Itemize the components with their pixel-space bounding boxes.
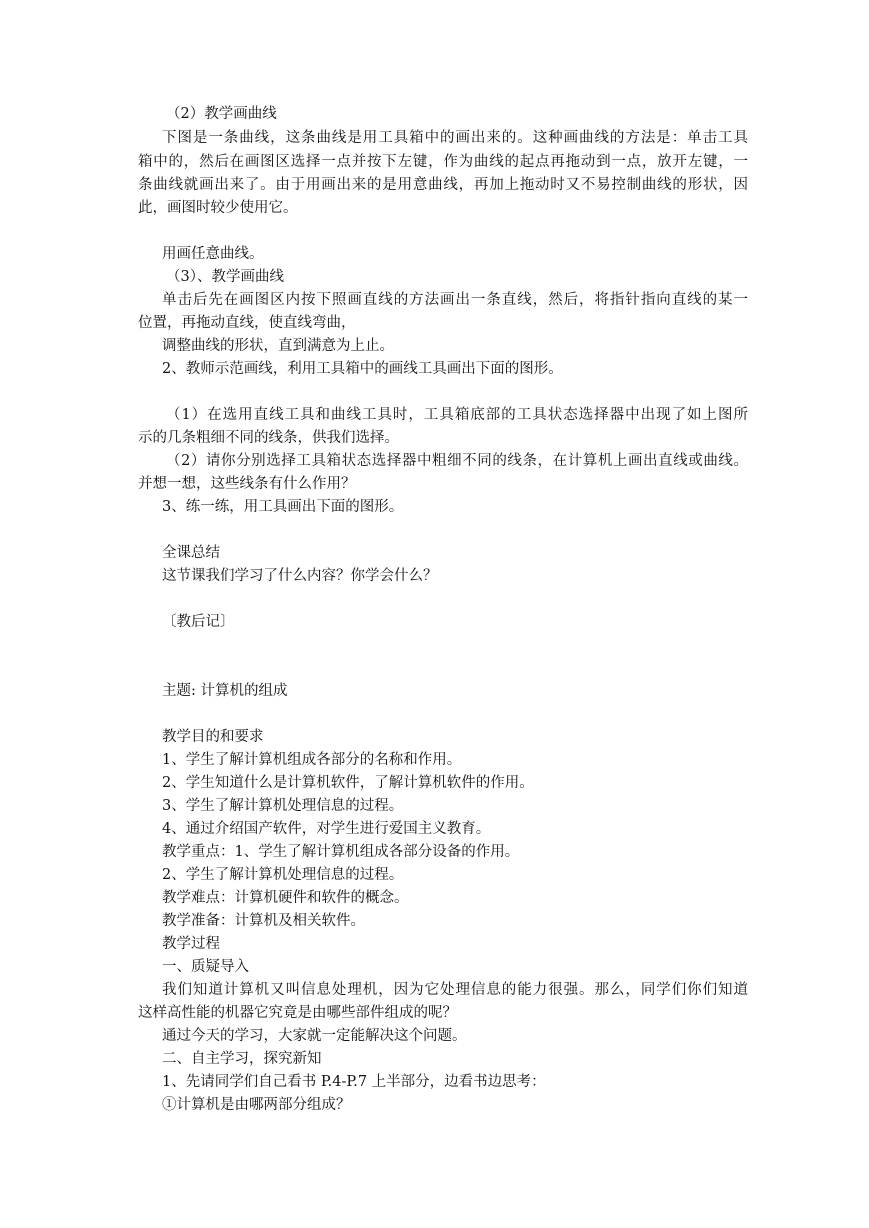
- text-line: 示的几条粗细不同的线条，供我们选择。: [138, 430, 399, 446]
- text-line: 下图是一条曲线，这条曲线是用工具箱中的画出来的。这种画曲线的方法是：单击工具: [162, 130, 748, 146]
- text-line: 通过今天的学习，大家就一定能解决这个问题。: [162, 1028, 467, 1044]
- text-line: 4、通过介绍国产软件，对学生进行爱国主义教育。: [162, 821, 491, 837]
- text-line: 教学过程: [162, 936, 220, 952]
- text-line: 此，画图时较少使用它。: [138, 200, 298, 216]
- text-line: 这样高性能的机器它究竟是由哪些部件组成的呢？: [138, 1005, 457, 1021]
- text-line: 单击后先在画图区内按下照画直线的方法画出一条直线，然后，将指针指向直线的某一: [162, 292, 748, 308]
- text-line: 2、学生了解计算机处理信息的过程。: [162, 867, 404, 883]
- text-line: 这节课我们学习了什么内容？你学会什么？: [162, 568, 438, 584]
- text-line: （1）在选用直线工具和曲线工具时，工具箱底部的工具状态选择器中出现了如上图所: [166, 407, 748, 423]
- text-line: 全课总结: [162, 545, 220, 561]
- text-line: 箱中的，然后在画图区选择一点并按下左键，作为曲线的起点再拖动到一点，放开左键，一: [138, 154, 748, 170]
- text-line: ①计算机是由哪两部分组成？: [162, 1097, 351, 1113]
- text-line: 1、先请同学们自己看书 P.4-P.7 上半部分，边看书边思考：: [162, 1074, 546, 1090]
- text-line: 1、学生了解计算机组成各部分的名称和作用。: [162, 752, 462, 768]
- text-line: 教学目的和要求: [162, 729, 264, 745]
- text-line: 位置，再拖动直线，使直线弯曲，: [138, 315, 356, 331]
- text-line: 〔教后记〕: [162, 614, 235, 630]
- section-title: 主题: 计算机的组成: [162, 683, 288, 699]
- text-line: 2、学生知道什么是计算机软件，了解计算机软件的作用。: [162, 775, 534, 791]
- text-line: 3、学生了解计算机处理信息的过程。: [162, 798, 404, 814]
- text-line: 调整曲线的形状，直到满意为上止。: [162, 338, 394, 354]
- text-line: 教学难点：计算机硬件和软件的概念。: [162, 890, 409, 906]
- text-line: 用画任意曲线。: [162, 246, 264, 262]
- text-line: 二、自主学习，探究新知: [162, 1051, 322, 1067]
- text-line: （3）、教学画曲线: [166, 269, 284, 285]
- text-line: 2、教师示范画线，利用工具箱中的画线工具画出下面的图形。: [162, 361, 563, 377]
- text-line: 并想一想，这些线条有什么作用？: [138, 476, 356, 492]
- text-line: 教学重点：1、学生了解计算机组成各部分设备的作用。: [162, 844, 520, 860]
- text-line: （2）请你分别选择工具箱状态选择器中粗细不同的线条，在计算机上画出直线或曲线。: [166, 453, 748, 469]
- text-line: （2）教学画曲线: [166, 106, 277, 122]
- text-line: 我们知道计算机又叫信息处理机，因为它处理信息的能力很强。那么，同学们你们知道: [162, 982, 748, 998]
- text-line: 教学准备：计算机及相关软件。: [162, 913, 365, 929]
- text-line: 3、练一练，用工具画出下面的图形。: [162, 499, 404, 515]
- text-line: 一、质疑导入: [162, 959, 249, 975]
- text-line: 条曲线就画出来了。由于用画出来的是用意曲线，再加上拖动时又不易控制曲线的形状，因: [138, 177, 748, 193]
